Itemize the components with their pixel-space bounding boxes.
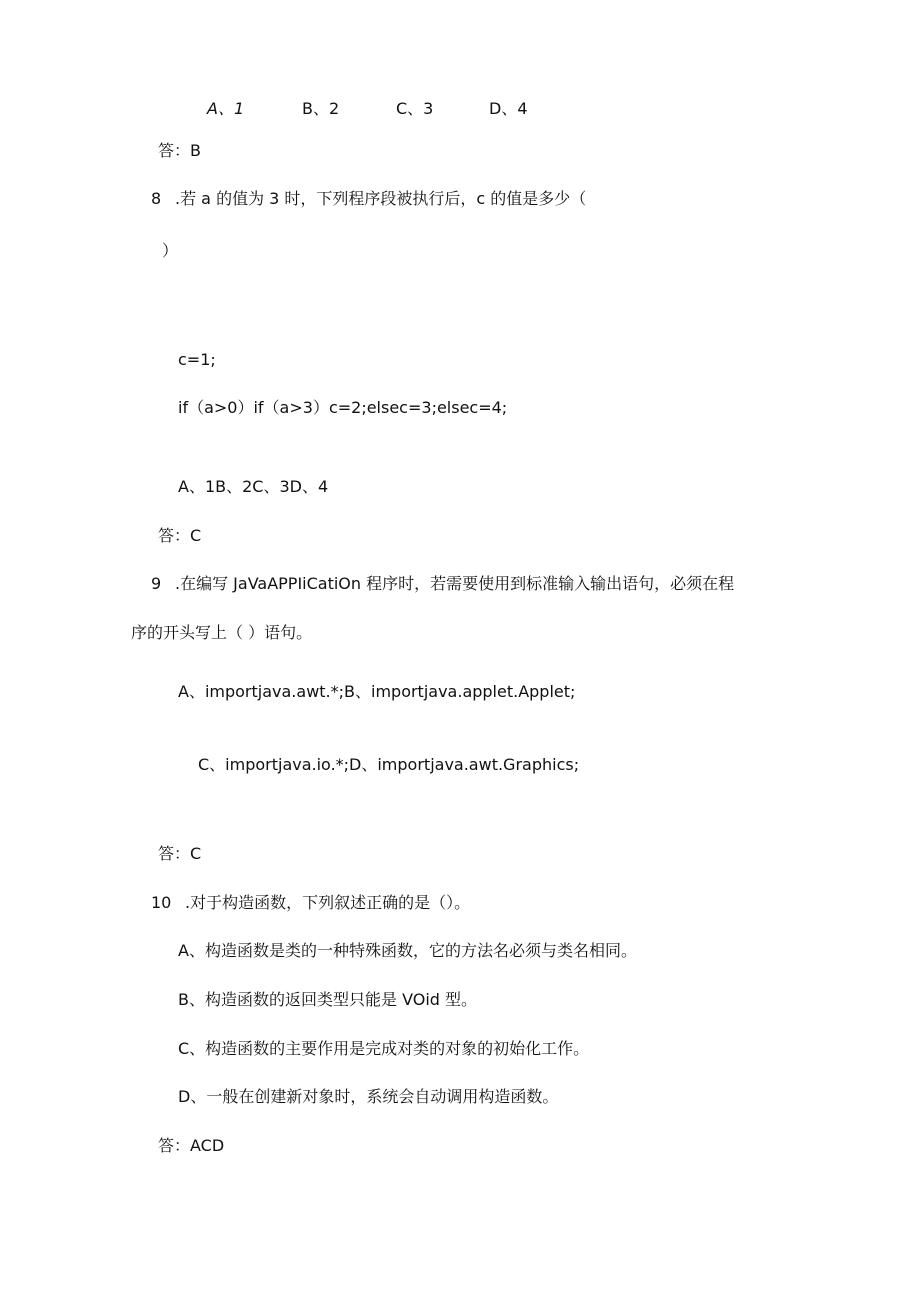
q10-option-c: C、构造函数的主要作用是完成对类的对象的初始化工作。 (178, 1039, 590, 1058)
q9-options-line-2: C、importjava.io.*;D、importjava.awt.Graphics; (198, 755, 580, 774)
q8-question (151, 189, 586, 209)
q8-options: A、1B、2C、3D、4 (178, 477, 329, 496)
q9-stem-continuation: 序的开头写上（ ）语句。 (131, 623, 313, 642)
q9-stem: .在编写 JaVaAPPIiCatiOn 程序时，若需要使用到标准输入输出语句，必须在程 (175, 574, 735, 593)
q9-answer: 答：C (158, 844, 202, 863)
q7-option-b: B、2 (302, 99, 340, 118)
q9-options-line-1: A、importjava.awt.*;B、importjava.applet.Applet; (178, 682, 576, 701)
q8-code-line-2: if（a>0）if（a>3）c=2;elsec=3;elsec=4; (178, 398, 508, 417)
q10-number: 10 (151, 893, 172, 912)
q9-number: 9 (151, 574, 162, 593)
q10-option-a: A、构造函数是类的一种特殊函数，它的方法名必须与类名相同。 (178, 941, 637, 960)
q10-question (151, 893, 470, 913)
q8-stem: .若 a 的值为 3 时，下列程序段被执行后，c 的值是多少（ (175, 189, 587, 208)
q7-option-d: D、4 (489, 99, 528, 118)
q7-answer: 答：B (158, 141, 201, 160)
q7-option-c: C、3 (396, 99, 434, 118)
q8-stem-continuation: ） (162, 241, 179, 260)
q10-option-d: D、一般在创建新对象时，系统会自动调用构造函数。 (178, 1087, 559, 1106)
q9-question (151, 574, 734, 594)
q8-number: 8 (151, 189, 162, 208)
q8-answer: 答：C (158, 526, 202, 545)
q10-answer: 答：ACD (158, 1136, 225, 1155)
q8-code-line-1: c=1; (178, 350, 216, 369)
q10-option-b: B、构造函数的返回类型只能是 VOid 型。 (178, 990, 478, 1009)
q10-stem: .对于构造函数，下列叙述正确的是（）。 (185, 893, 471, 912)
q7-option-a: A、1 (207, 99, 245, 118)
